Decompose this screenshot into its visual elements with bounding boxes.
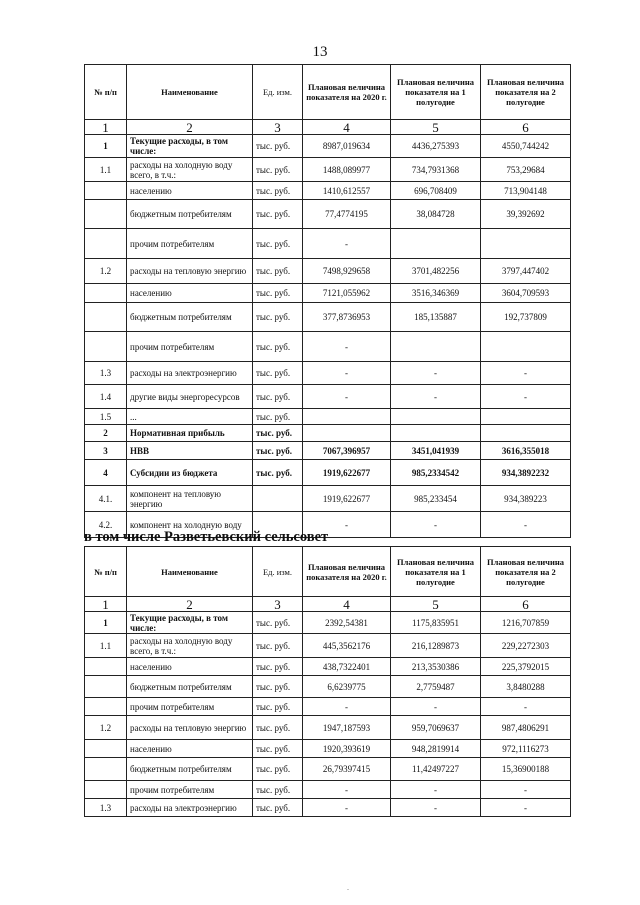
value-2020: 377,8736953: [303, 303, 391, 332]
row-unit: тыс. руб.: [253, 284, 303, 303]
row-name: прочим потребителям: [127, 229, 253, 259]
value-2020: 6,6239775: [303, 676, 391, 698]
value-h2: 3616,355018: [481, 442, 571, 460]
row-number: [85, 781, 127, 799]
row-unit: тыс. руб.: [253, 698, 303, 716]
row-unit: тыс. руб.: [253, 259, 303, 284]
scan-dot: .: [347, 883, 349, 892]
row-number: [85, 229, 127, 259]
row-name: населению: [127, 182, 253, 200]
row-number: 1.2: [85, 259, 127, 284]
row-number: 1.3: [85, 362, 127, 385]
value-h1: 4436,275393: [391, 135, 481, 158]
value-h2: 3797,447402: [481, 259, 571, 284]
header-plan-2020: Плановая величина показателя на 2020 г.: [303, 65, 391, 120]
table-row: [85, 229, 571, 259]
row-name: Текущие расходы, в том числе:: [127, 135, 253, 158]
row-number: 1: [85, 612, 127, 634]
row-number: 2: [85, 425, 127, 442]
row-name: населению: [127, 658, 253, 676]
row-unit: тыс. руб.: [253, 612, 303, 634]
row-name: бюджетным потребителям: [127, 303, 253, 332]
row-name: расходы на тепловую энергию: [127, 259, 253, 284]
row-unit: тыс. руб.: [253, 658, 303, 676]
header-name: Наименование: [127, 547, 253, 597]
value-h2: [481, 425, 571, 442]
row-name: прочим потребителям: [127, 698, 253, 716]
row-unit: тыс. руб.: [253, 676, 303, 698]
column-index: 4: [303, 597, 391, 612]
value-h1: [391, 229, 481, 259]
value-h2: 192,737809: [481, 303, 571, 332]
table-row: [85, 799, 571, 817]
column-index: 4: [303, 120, 391, 135]
value-h1: 948,2819914: [391, 740, 481, 758]
value-h2: 934,3892232: [481, 460, 571, 486]
column-index: 2: [127, 120, 253, 135]
value-h1: 1175,835951: [391, 612, 481, 634]
row-unit: тыс. руб.: [253, 634, 303, 658]
row-unit: тыс. руб.: [253, 303, 303, 332]
row-number: 1.4: [85, 385, 127, 409]
row-unit: тыс. руб.: [253, 758, 303, 781]
row-name: населению: [127, 284, 253, 303]
column-index: 1: [85, 597, 127, 612]
row-name: ...: [127, 409, 253, 425]
row-number: 4: [85, 460, 127, 486]
row-name: бюджетным потребителям: [127, 758, 253, 781]
row-number: [85, 698, 127, 716]
row-name: прочим потребителям: [127, 332, 253, 362]
value-2020: 1920,393619: [303, 740, 391, 758]
row-number: [85, 200, 127, 229]
row-number: 4.1.: [85, 486, 127, 512]
budget-table-razvetyevsky: [84, 546, 571, 817]
header-name: Наименование: [127, 65, 253, 120]
value-h2: -: [481, 512, 571, 538]
value-h2: -: [481, 385, 571, 409]
row-unit: тыс. руб.: [253, 799, 303, 817]
table-row: [85, 158, 571, 182]
value-h1: -: [391, 781, 481, 799]
row-name: компонент на тепловую энергию: [127, 486, 253, 512]
header-plan-2020: Плановая величина показателя на 2020 г.: [303, 547, 391, 597]
value-2020: 1919,622677: [303, 486, 391, 512]
value-h1: -: [391, 385, 481, 409]
value-h1: -: [391, 799, 481, 817]
column-index: 5: [391, 597, 481, 612]
value-h1: 3701,482256: [391, 259, 481, 284]
value-h2: 3,8480288: [481, 676, 571, 698]
row-number: 1.5: [85, 409, 127, 425]
value-h2: 3604,709593: [481, 284, 571, 303]
value-h2: [481, 229, 571, 259]
column-index-row: [85, 597, 571, 612]
value-2020: 26,79397415: [303, 758, 391, 781]
value-2020: 1947,187593: [303, 716, 391, 740]
row-name: Субсидии из бюджета: [127, 460, 253, 486]
table-row: [85, 698, 571, 716]
value-2020: [303, 425, 391, 442]
value-2020: -: [303, 332, 391, 362]
row-name: бюджетным потребителям: [127, 676, 253, 698]
column-index: 6: [481, 597, 571, 612]
table-row: [85, 284, 571, 303]
value-2020: 1919,622677: [303, 460, 391, 486]
value-h2: -: [481, 781, 571, 799]
row-number: 3: [85, 442, 127, 460]
row-number: 1.1: [85, 634, 127, 658]
table-header-row: [85, 65, 571, 120]
value-2020: [303, 409, 391, 425]
value-h1: 959,7069637: [391, 716, 481, 740]
table-row: [85, 442, 571, 460]
header-plan-h1: Плановая величина показателя на 1 полугодие: [391, 65, 481, 120]
value-h2: 987,4806291: [481, 716, 571, 740]
row-unit: тыс. руб.: [253, 332, 303, 362]
value-h1: 734,7931368: [391, 158, 481, 182]
value-2020: 2392,54381: [303, 612, 391, 634]
section-subtitle: в том числе Разветьевский сельсовет: [84, 529, 329, 545]
value-2020: 7121,055962: [303, 284, 391, 303]
value-2020: -: [303, 512, 391, 538]
table-row: [85, 385, 571, 409]
table-row: [85, 460, 571, 486]
value-2020: -: [303, 362, 391, 385]
value-h1: 185,135887: [391, 303, 481, 332]
row-number: [85, 182, 127, 200]
table-row: [85, 182, 571, 200]
table-row: [85, 259, 571, 284]
value-2020: 445,3562176: [303, 634, 391, 658]
value-h1: 985,233454: [391, 486, 481, 512]
page-number: 13: [312, 44, 328, 60]
header-plan-h2: Плановая величина показателя на 2 полугодие: [481, 65, 571, 120]
row-name: расходы на холодную воду всего, в т.ч.:: [127, 158, 253, 182]
header-plan-h2: Плановая величина показателя на 2 полугодие: [481, 547, 571, 597]
value-h2: 753,29684: [481, 158, 571, 182]
row-number: 4.2.: [85, 512, 127, 538]
value-h2: 934,389223: [481, 486, 571, 512]
value-h2: [481, 409, 571, 425]
value-h2: 225,3792015: [481, 658, 571, 676]
row-unit: тыс. руб.: [253, 229, 303, 259]
value-2020: -: [303, 229, 391, 259]
value-h2: 713,904148: [481, 182, 571, 200]
value-h1: 11,42497227: [391, 758, 481, 781]
row-number: 1.3: [85, 799, 127, 817]
value-h1: [391, 425, 481, 442]
value-h2: 229,2272303: [481, 634, 571, 658]
row-unit: тыс. руб.: [253, 716, 303, 740]
value-h1: [391, 332, 481, 362]
value-2020: -: [303, 799, 391, 817]
table-row: [85, 758, 571, 781]
row-number: [85, 676, 127, 698]
table-row: [85, 740, 571, 758]
row-unit: тыс. руб.: [253, 182, 303, 200]
table-row: [85, 612, 571, 634]
value-2020: 7067,396957: [303, 442, 391, 460]
table-row: [85, 135, 571, 158]
column-index-row: [85, 120, 571, 135]
value-h2: 1216,707859: [481, 612, 571, 634]
row-unit: тыс. руб.: [253, 135, 303, 158]
row-number: 1.1: [85, 158, 127, 182]
row-name: населению: [127, 740, 253, 758]
row-name: компонент на холодную воду: [127, 512, 253, 538]
row-number: [85, 658, 127, 676]
row-name: расходы на электроэнергию: [127, 799, 253, 817]
value-h2: -: [481, 698, 571, 716]
column-index: 6: [481, 120, 571, 135]
value-2020: 1410,612557: [303, 182, 391, 200]
row-number: [85, 740, 127, 758]
value-h1: 38,084728: [391, 200, 481, 229]
table-row: [85, 425, 571, 442]
row-name: Нормативная прибыль: [127, 425, 253, 442]
value-h2: 39,392692: [481, 200, 571, 229]
row-unit: тыс. руб.: [253, 740, 303, 758]
table-row: [85, 781, 571, 799]
value-h1: 696,708409: [391, 182, 481, 200]
row-name: прочим потребителям: [127, 781, 253, 799]
value-2020: 8987,019634: [303, 135, 391, 158]
header-unit: Ед. изм.: [253, 65, 303, 120]
value-h1: 2,7759487: [391, 676, 481, 698]
header-unit: Ед. изм.: [253, 547, 303, 597]
table-row: [85, 409, 571, 425]
value-h1: 3451,041939: [391, 442, 481, 460]
row-unit: тыс. руб.: [253, 385, 303, 409]
table-row: [85, 658, 571, 676]
row-unit: тыс. руб.: [253, 200, 303, 229]
table-row: [85, 332, 571, 362]
value-h1: -: [391, 698, 481, 716]
value-h1: 213,3530386: [391, 658, 481, 676]
value-h2: 15,36900188: [481, 758, 571, 781]
value-2020: 1488,089977: [303, 158, 391, 182]
header-num: № п/п: [85, 547, 127, 597]
column-index: 1: [85, 120, 127, 135]
row-unit: тыс. руб.: [253, 781, 303, 799]
column-index: 3: [253, 120, 303, 135]
row-number: [85, 284, 127, 303]
value-h2: -: [481, 362, 571, 385]
value-2020: 77,4774195: [303, 200, 391, 229]
table-row: [85, 200, 571, 229]
value-h1: -: [391, 512, 481, 538]
table-header-row: [85, 547, 571, 597]
row-name: расходы на электроэнергию: [127, 362, 253, 385]
row-unit: тыс. руб.: [253, 362, 303, 385]
value-2020: -: [303, 698, 391, 716]
row-name: Текущие расходы, в том числе:: [127, 612, 253, 634]
row-unit: тыс. руб.: [253, 158, 303, 182]
value-h1: 985,2334542: [391, 460, 481, 486]
row-unit: тыс. руб.: [253, 442, 303, 460]
column-index: 5: [391, 120, 481, 135]
row-name: расходы на тепловую энергию: [127, 716, 253, 740]
header-num: № п/п: [85, 65, 127, 120]
row-unit: тыс. руб.: [253, 460, 303, 486]
value-2020: 438,7322401: [303, 658, 391, 676]
row-number: [85, 303, 127, 332]
value-h1: [391, 409, 481, 425]
value-h1: 3516,346369: [391, 284, 481, 303]
value-h2: 972,1116273: [481, 740, 571, 758]
value-h2: -: [481, 799, 571, 817]
table-row: [85, 676, 571, 698]
value-h2: 4550,744242: [481, 135, 571, 158]
table-row: [85, 716, 571, 740]
table-row: [85, 303, 571, 332]
table-row: [85, 362, 571, 385]
value-2020: -: [303, 385, 391, 409]
value-2020: 7498,929658: [303, 259, 391, 284]
row-number: 1.2: [85, 716, 127, 740]
value-2020: -: [303, 781, 391, 799]
row-unit: тыс. руб.: [253, 409, 303, 425]
header-plan-h1: Плановая величина показателя на 1 полугодие: [391, 547, 481, 597]
value-h2: [481, 332, 571, 362]
column-index: 3: [253, 597, 303, 612]
row-name: бюджетным потребителям: [127, 200, 253, 229]
row-number: [85, 332, 127, 362]
column-index: 2: [127, 597, 253, 612]
row-name: расходы на холодную воду всего, в т.ч.:: [127, 634, 253, 658]
row-name: другие виды энергоресурсов: [127, 385, 253, 409]
row-number: 1: [85, 135, 127, 158]
row-unit: [253, 486, 303, 512]
row-unit: тыс. руб.: [253, 425, 303, 442]
table-row: [85, 634, 571, 658]
budget-table-total: [84, 64, 571, 538]
row-number: [85, 758, 127, 781]
value-h1: 216,1289873: [391, 634, 481, 658]
value-h1: -: [391, 362, 481, 385]
table-row: [85, 486, 571, 512]
row-name: НВВ: [127, 442, 253, 460]
